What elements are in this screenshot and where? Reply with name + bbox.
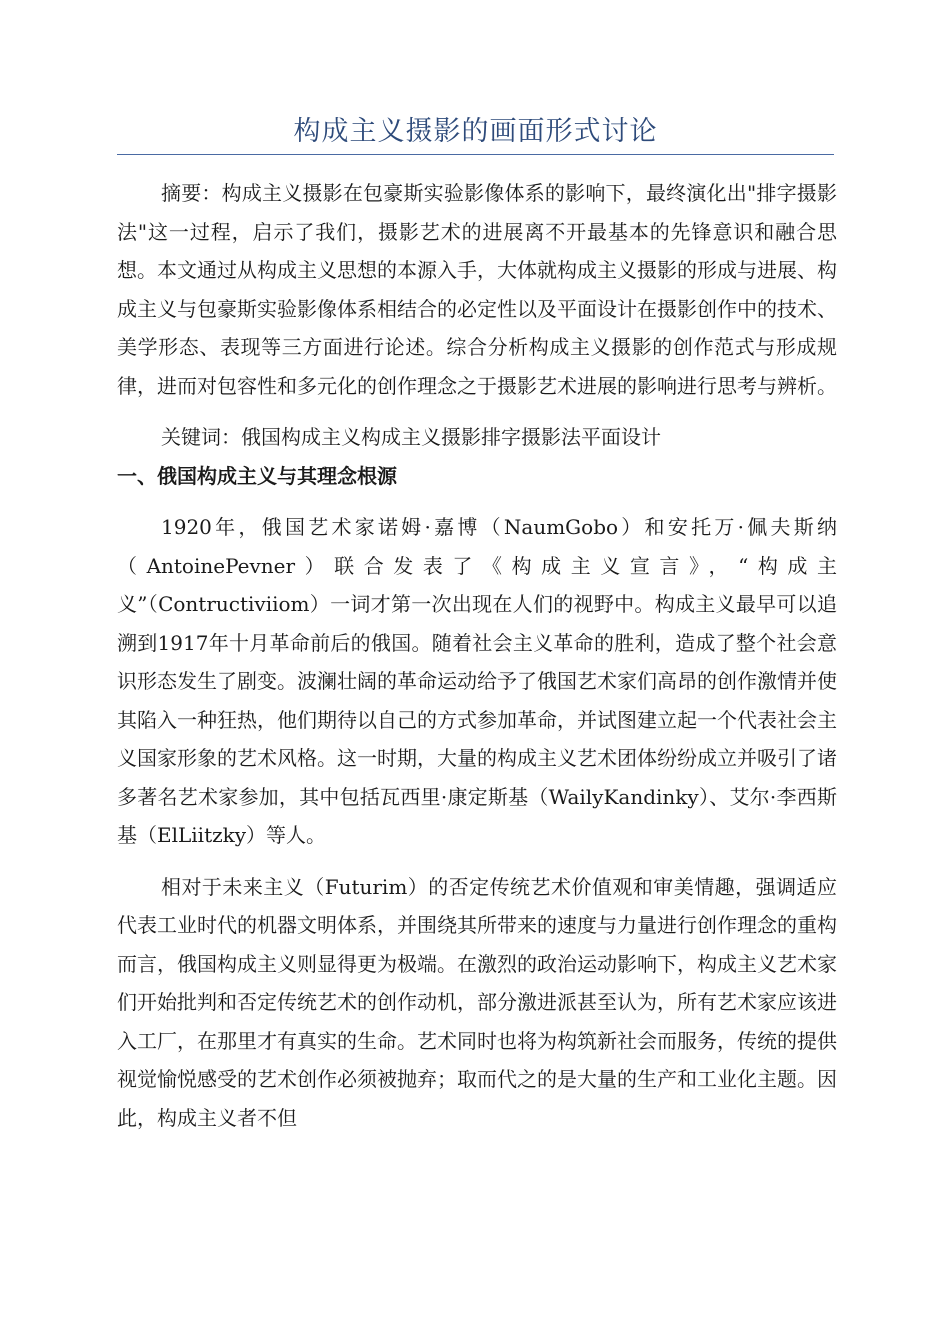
document-body: [117, 174, 837, 1137]
keywords-paragraph: 关键词：俄国构成主义构成主义摄影排字摄影法平面设计: [161, 425, 661, 449]
body-paragraph-2: 相对于未来主义（Futurim）的否定传统艺术价值观和审美情趣，强调适应代表工业时代的机器文明体系，并围绕其所带来的速度与力量进行创作理念的重构而言，俄国构成主义则显得更为极端。在激烈的政治运动影响下，构成主义艺术家们开始批判和否定传统艺术的创作动机，部分激进派甚至认为，所有艺术家应该进入工厂，在那里才有真实的生命。艺术同时也将为构筑新社会而服务，传统的提供视觉愉悦感受的艺术创作必须被抛弃；取而代之的是大量的生产和工业化主题。因此，构成主义者不但: [117, 874, 837, 1130]
section-heading: 一、俄国构成主义与其理念根源: [117, 463, 397, 488]
body-paragraph-1: 1920年，俄国艺术家诺姆·嘉博（NaumGobo）和安托万·佩夫斯纳（AntoinePevner）联合发表了《构成主义宣言》，“构成主义”（Contructiviiom）一词才第一次出现在人们的视野中。构成主义最早可以追溯到1917年十月革命前后的俄国。随着社会主义革命的胜利，造成了整个社会意识形态发生了剧变。波澜壮阔的革命运动给予了俄国艺术家们高昂的创作激情并使其陷入一种狂热，他们期待以自己的方式参加革命，并试图建立起一个代表社会主义国家形象的艺术风格。这一时期，大量的构成主义艺术团体纷纷成立并吸引了诸多著名艺术家参加，其中包括瓦西里·康定斯基（WailyKandinky）、艾尔·李西斯基（ElLiitzky）等人。: [117, 515, 837, 847]
document-title: 构成主义摄影的画面形式讨论: [293, 116, 658, 147]
abstract-paragraph: 摘要：构成主义摄影在包豪斯实验影像体系的影响下，最终演化出"排字摄影法"这一过程，启示了我们，摄影艺术的进展离不开最基本的先锋意识和融合思想。本文通过从构成主义思想的本源入手，大体就构成主义摄影的形成与进展、构成主义与包豪斯实验影像体系相结合的必定性以及平面设计在摄影创作中的技术、美学形态、表现等三方面进行论述。综合分析构成主义摄影的创作范式与形成规律，进而对包容性和多元化的创作理念之于摄影艺术进展的影响进行思考与辨析。: [117, 181, 837, 398]
title-underline: [117, 154, 834, 155]
